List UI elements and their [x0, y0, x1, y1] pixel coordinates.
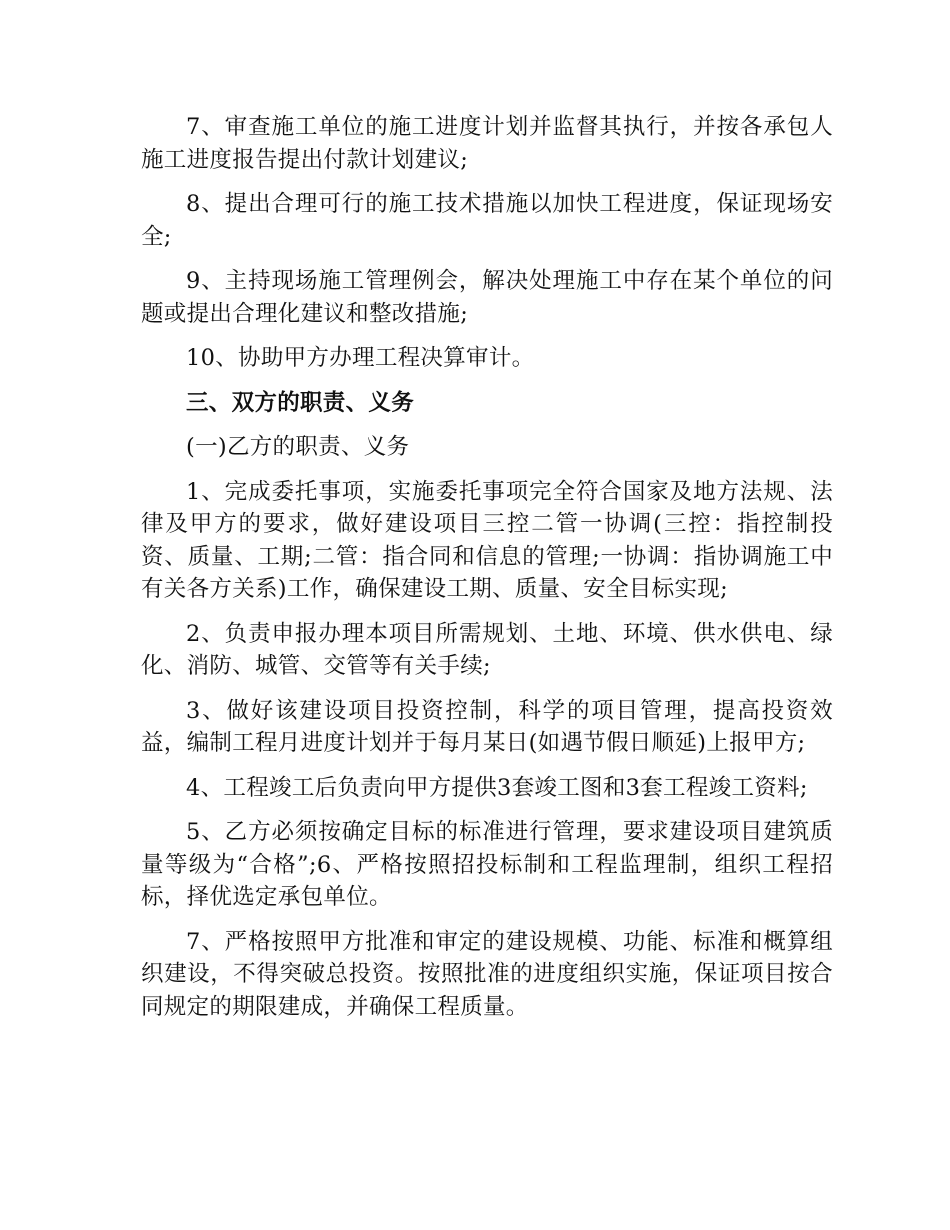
section-heading-duties: 三、双方的职责、义务	[186, 389, 415, 416]
paragraph-item-7-review-schedule: 7、审查施工单位的施工进度计划并监督其执行，并按各承包人施工进度报告提出付款计划建议;	[141, 114, 833, 173]
paragraph-duty-5-6-quality-bidding: 5、乙方必须按确定目标的标准进行管理，要求建设项目建筑质量等级为“合格”;6、严格按照招投标制和工程监理制，组织工程招标，择优选定承包单位。	[141, 819, 833, 910]
subsection-heading-party-b: (一)乙方的职责、义务	[186, 434, 410, 460]
paragraph-duty-3-investment-control: 3、做好该建设项目投资控制，科学的项目管理，提高投资效益，编制工程月进度计划并于每月某日(如遇节假日顺延)上报甲方;	[141, 697, 833, 756]
document-body	[141, 111, 833, 1035]
paragraph-duty-1-entrusted-matters: 1、完成委托事项，实施委托事项完全符合国家及地方法规、法律及甲方的要求，做好建设项目三控二管一协调(三控：指控制投资、质量、工期;二管：指合同和信息的管理;一协调：指协调施工中有关各方关系)工作，确保建设工期、质量、安全目标实现;	[141, 478, 833, 602]
paragraph-item-8-technical-measures: 8、提出合理可行的施工技术措施以加快工程进度，保证现场安全;	[141, 191, 833, 250]
paragraph-item-10-audit: 10、协助甲方办理工程决算审计。	[186, 345, 535, 371]
paragraph-duty-4-completion-drawings: 4、工程竣工后负责向甲方提供3套竣工图和3套工程竣工资料;	[186, 774, 808, 801]
paragraph-item-9-site-meetings: 9、主持现场施工管理例会，解决处理施工中存在某个单位的问题或提出合理化建议和整改措施;	[141, 268, 833, 327]
paragraph-duty-2-permits: 2、负责申报办理本项目所需规划、土地、环境、供水供电、绿化、消防、城管、交管等有关手续;	[141, 620, 833, 679]
paragraph-duty-7-scale-budget: 7、严格按照甲方批准和审定的建设规模、功能、标准和概算组织建设，不得突破总投资。按照批准的进度组织实施，保证项目按合同规定的期限建成，并确保工程质量。	[141, 928, 833, 1020]
